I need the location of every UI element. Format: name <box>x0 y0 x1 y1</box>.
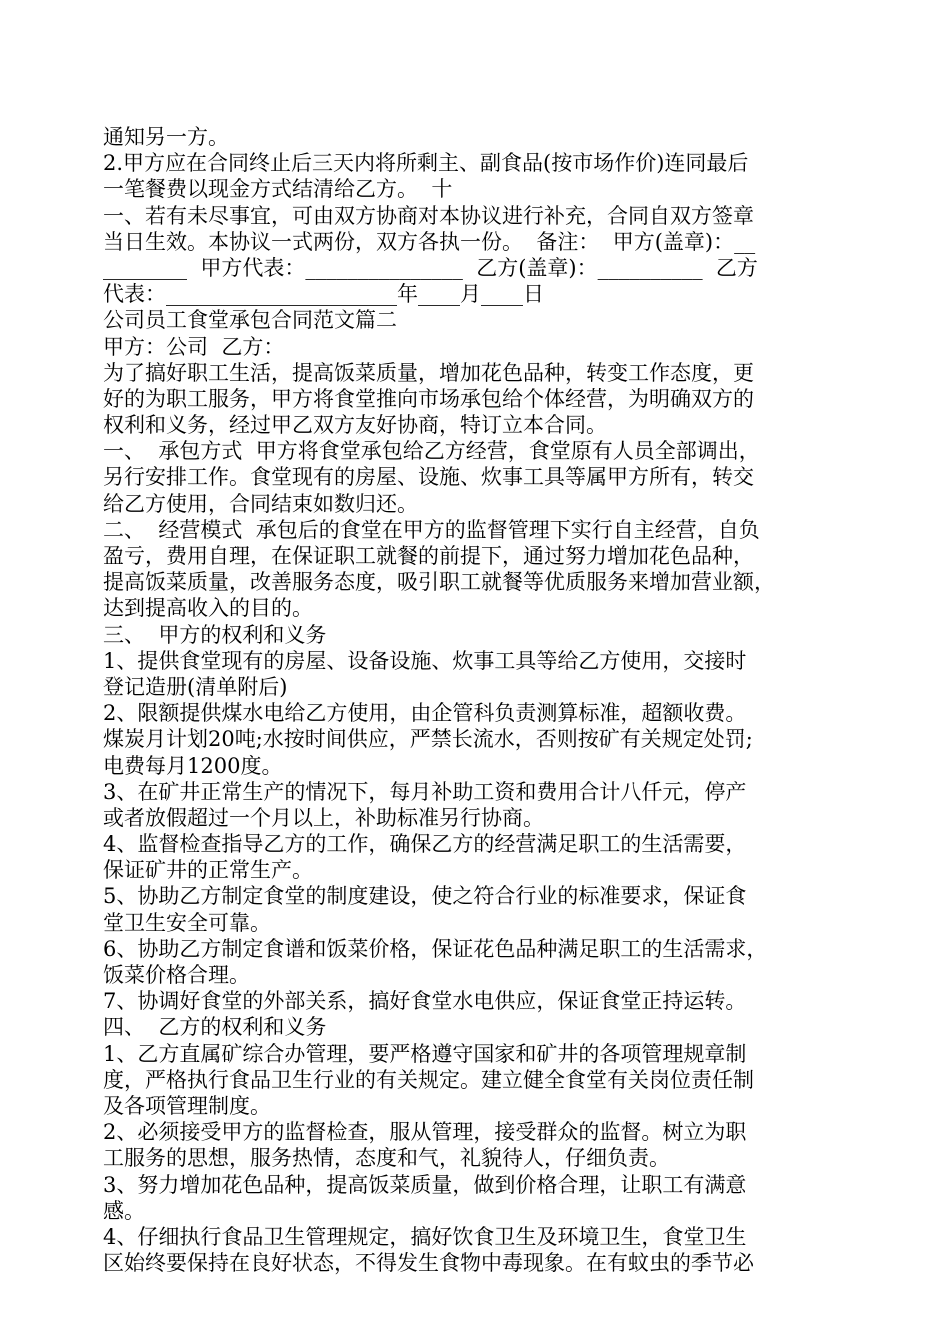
text-line: 代表：______________________年____月____日 <box>103 282 544 307</box>
text-line: 另行安排工作。食堂现有的房屋、设施、炊事工具等属甲方所有，转交 <box>103 465 754 490</box>
text-line: 保证矿井的正常生产。 <box>103 858 313 883</box>
text-line: 提高饭菜质量，改善服务态度，吸引职工就餐等优质服务来增加营业额， <box>103 570 775 595</box>
text-line: 6、协助乙方制定食谱和饭菜价格，保证花色品种满足职工的生活需求， <box>103 936 768 961</box>
text-line: 4、仔细执行食品卫生管理规定，搞好饮食卫生及环境卫生，食堂卫生 <box>103 1224 747 1249</box>
text-line: 通知另一方。 <box>103 125 229 149</box>
text-line: 四、 乙方的权利和义务 <box>103 1015 327 1040</box>
text-line: 公司员工食堂承包合同范文篇二 <box>103 308 397 333</box>
text-line: 感。 <box>103 1198 145 1223</box>
text-line: 二、 经营模式 承包后的食堂在甲方的监督管理下实行自主经营，自负 <box>103 517 760 542</box>
text-line: ________ 甲方代表：_______________ 乙方(盖章)：__________ 乙方 <box>103 255 758 280</box>
text-line: 登记造册(清单附后) <box>103 674 288 699</box>
text-line: 5、协助乙方制定食堂的制度建设，使之符合行业的标准要求，保证食 <box>103 884 747 909</box>
text-line: 3、努力增加花色品种，提高饭菜质量，做到价格合理，让职工有满意 <box>103 1172 747 1197</box>
text-line: 达到提高收入的目的。 <box>103 596 313 621</box>
text-line: 2、限额提供煤水电给乙方使用，由企管科负责测算标准，超额收费。 <box>103 701 747 726</box>
text-line: 煤炭月计划20吨;水按时间供应，严禁长流水，否则按矿有关规定处罚; <box>103 727 753 752</box>
text-line: 为了搞好职工生活，提高饭菜质量，增加花色品种，转变工作态度，更 <box>103 360 754 385</box>
text-line: 度，严格执行食品卫生行业的有关规定。建立健全食堂有关岗位责任制 <box>103 1067 754 1092</box>
text-line: 3、在矿井正常生产的情况下，每月补助工资和费用合计八仟元，停产 <box>103 779 747 804</box>
text-line: 一笔餐费以现金方式结清给乙方。 十 <box>103 177 453 202</box>
text-line: 一、若有未尽事宜，可由双方协商对本协议进行补充，合同自双方签章 <box>103 203 754 228</box>
text-line: 给乙方使用，合同结束如数归还。 <box>103 491 418 516</box>
text-line: 2、必须接受甲方的监督检查，服从管理，接受群众的监督。树立为职 <box>103 1120 747 1145</box>
text-line: 工服务的思想，服务热情，态度和气，礼貌待人，仔细负责。 <box>103 1146 670 1171</box>
text-line: 电费每月1200度。 <box>103 753 283 778</box>
text-line: 三、 甲方的权利和义务 <box>103 622 327 647</box>
document-body <box>103 124 853 1276</box>
text-line: 1、提供食堂现有的房屋、设备设施、炊事工具等给乙方使用，交接时 <box>103 648 747 673</box>
text-line: 饭菜价格合理。 <box>103 963 250 987</box>
text-line: 当日生效。本协议一式两份，双方各执一份。 备注： 甲方(盖章)：__ <box>103 229 756 254</box>
text-line: 区始终要保持在良好状态，不得发生食物中毒现象。在有蚊虫的季节必 <box>103 1251 754 1276</box>
text-line: 盈亏，费用自理，在保证职工就餐的前提下，通过努力增加花色品种， <box>103 544 754 568</box>
text-line: 好的为职工服务，甲方将食堂推向市场承包给个体经营，为明确双方的 <box>103 386 754 411</box>
text-line: 2.甲方应在合同终止后三天内将所剩主、副食品(按市场作价)连同最后 <box>103 151 749 176</box>
text-line: 权利和义务，经过甲乙双方友好协商，特订立本合同。 <box>103 413 607 438</box>
text-line: 一、 承包方式 甲方将食堂承包给乙方经营，食堂原有人员全部调出， <box>103 439 760 464</box>
text-line: 甲方：公司 乙方： <box>103 334 285 359</box>
text-line: 7、协调好食堂的外部关系，搞好食堂水电供应，保证食堂正持运转。 <box>103 989 747 1014</box>
text-line: 1、乙方直属矿综合办管理，要严格遵守国家和矿井的各项管理规章制 <box>103 1041 747 1066</box>
text-line: 及各项管理制度。 <box>103 1093 271 1118</box>
text-line: 堂卫生安全可靠。 <box>103 910 271 935</box>
text-line: 或者放假超过一个月以上，补助标准另行协商。 <box>103 805 544 830</box>
text-line: 4、监督检查指导乙方的工作，确保乙方的经营满足职工的生活需要， <box>103 832 747 857</box>
